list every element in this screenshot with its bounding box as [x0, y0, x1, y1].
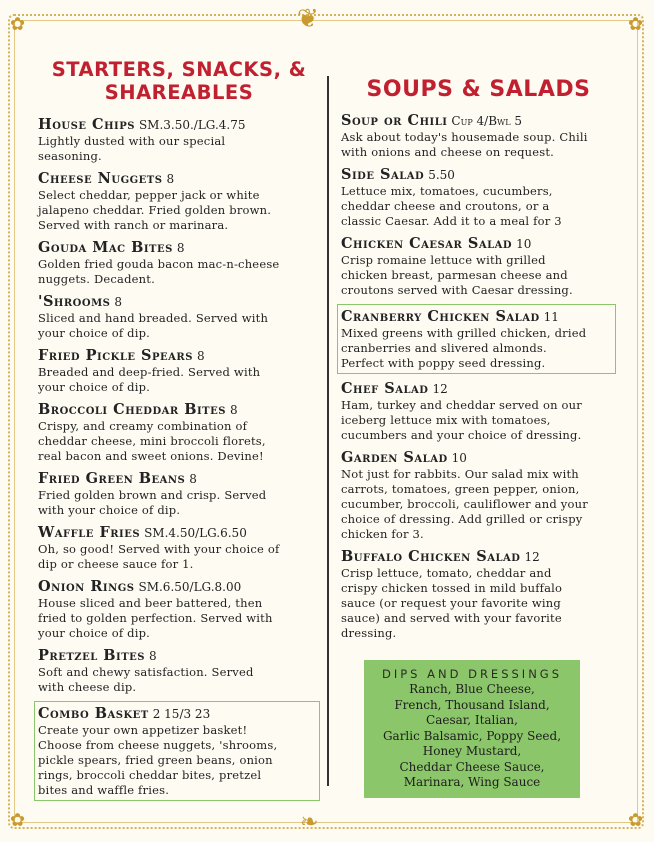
menu-item-name: Cranberry Chicken Salad: [341, 308, 540, 325]
menu-item-pretzel-bites: [38, 647, 320, 695]
menu-item-price: 8: [176, 241, 185, 255]
description-line: cucumbers and your choice of dressing.: [341, 428, 582, 442]
menu-item-description: [38, 723, 315, 798]
menu-item-buffalo-chicken-salad: [341, 548, 616, 641]
menu-item-heading: [38, 293, 320, 311]
menu-item-description: [38, 311, 320, 341]
description-line: rings, broccoli cheddar bites, pretzel: [38, 768, 262, 782]
dip-option-line: French, Thousand Island,: [394, 697, 550, 712]
menu-item-fried-pickle-spears: [38, 347, 320, 395]
menu-item-name: Garden Salad: [341, 449, 448, 466]
starters-title-line1: STARTERS, SNACKS, &: [51, 58, 307, 81]
menu-item-name: Chef Salad: [341, 380, 429, 397]
dip-option-line: Garlic Balsamic, Poppy Seed,: [382, 728, 562, 743]
menu-item-description: [38, 665, 320, 695]
menu-item-name: Pretzel Bites: [38, 647, 145, 664]
menu-item-price: 12: [432, 382, 448, 396]
description-line: Choose from cheese nuggets, 'shrooms,: [38, 738, 278, 752]
description-line: with onions and cheese on request.: [341, 145, 555, 159]
menu-item-name: Broccoli Cheddar Bites: [38, 401, 226, 418]
description-line: fried to golden perfection. Served with: [38, 611, 273, 625]
menu-item-broccoli-cheddar-bites: [38, 401, 320, 464]
menu-item-name: Fried Green Beans: [38, 470, 186, 487]
description-line: cucumber, broccoli, cauliflower and your: [341, 497, 588, 511]
menu-item-name: Cheese Nuggets: [38, 170, 163, 187]
description-line: seasoning.: [38, 149, 102, 163]
menu-item-house-chips: [38, 116, 320, 164]
description-line: croutons served with Caesar dressing.: [341, 283, 573, 297]
column-divider: [327, 76, 329, 786]
dip-option-line: Marinara, Wing Sauce: [403, 775, 541, 789]
menu-item-price: 8: [189, 472, 197, 486]
menu-item-cranberry-chicken-salad: [337, 304, 616, 374]
corner-flourish-icon: ✿: [628, 14, 644, 35]
menu-item-heading: [341, 449, 616, 467]
starters-column: [38, 58, 320, 807]
description-line: Golden fried gouda bacon mac-n-cheese: [38, 257, 280, 271]
menu-item-price: 11: [543, 310, 559, 324]
menu-item-name: Buffalo Chicken Salad: [341, 548, 521, 565]
menu-item-heading: [38, 578, 320, 596]
dip-option-line: Ranch, Blue Cheese,: [409, 682, 535, 696]
menu-item-price: SM.3.50./LG.4.75: [138, 118, 246, 132]
menu-item-heading: [38, 705, 315, 723]
description-line: crispy chicken tossed in mild buffalo: [341, 581, 563, 595]
description-line: cheddar cheese, mini broccoli florets,: [38, 434, 266, 448]
menu-item-name: Fried Pickle Spears: [38, 347, 193, 364]
menu-item-name: Onion Rings: [38, 578, 135, 595]
description-line: House sliced and beer battered, then: [38, 596, 263, 610]
description-line: cranberries and slivered almonds.: [341, 341, 547, 355]
menu-item-heading: [341, 548, 616, 566]
menu-item-heading: [341, 166, 616, 184]
menu-item-price: SM.4.50/LG.6.50: [144, 526, 247, 540]
menu-item-heading: [341, 308, 611, 326]
dip-option-line: Honey Mustard,: [422, 744, 522, 758]
menu-item-description: [38, 419, 320, 464]
menu-item-heading: [38, 170, 320, 188]
corner-flourish-icon: ✿: [10, 14, 26, 35]
menu-item-fried-green-beans: [38, 470, 320, 518]
scroll-ornament-icon: ❦: [297, 4, 319, 34]
description-line: nuggets. Decadent.: [38, 272, 155, 286]
menu-item-price: 2 15/3 23: [152, 707, 211, 721]
bottom-ornament-icon: ❧: [300, 810, 319, 835]
description-line: your choice of dip.: [38, 626, 151, 640]
description-line: chicken for 3.: [341, 527, 424, 541]
menu-item-chicken-caesar-salad: [341, 235, 616, 298]
description-line: dressing.: [341, 626, 397, 640]
description-line: Oh, so good! Served with your choice of: [38, 542, 280, 556]
starters-title: [28, 58, 330, 104]
menu-item-heading: [38, 524, 320, 542]
menu-item-price: 12: [524, 550, 540, 564]
menu-item-description: [341, 253, 616, 298]
menu-item-price: 8: [166, 172, 175, 186]
menu-item-description: [341, 398, 616, 443]
menu-item-name: 'Shrooms: [38, 293, 111, 310]
menu-item-description: [38, 596, 320, 641]
menu-item-name: Combo Basket: [38, 705, 149, 722]
menu-item-combo-basket: [34, 701, 320, 801]
description-line: your choice of dip.: [38, 326, 151, 340]
menu-item-cheese-nuggets: [38, 170, 320, 233]
corner-flourish-icon: ✿: [628, 810, 644, 831]
description-line: with your choice of dip.: [38, 503, 181, 517]
menu-item-soup-or-chili: [341, 112, 616, 160]
description-line: real bacon and sweet onions. Devine!: [38, 449, 264, 463]
menu-item-waffle-fries: [38, 524, 320, 572]
menu-item-description: [38, 188, 320, 233]
description-line: cheddar cheese and croutons, or a: [341, 199, 550, 213]
menu-item-gouda-mac-bites: [38, 239, 320, 287]
description-line: Soft and chewy satisfaction. Served: [38, 665, 254, 679]
menu-item-description: [38, 257, 320, 287]
menu-item-description: [38, 134, 320, 164]
starters-title-line2: SHAREABLES: [104, 81, 254, 104]
description-line: classic Caesar. Add it to a meal for 3: [341, 214, 562, 228]
menu-item-heading: [38, 401, 320, 419]
menu-item-description: [341, 130, 616, 160]
description-line: Crispy, and creamy combination of: [38, 419, 248, 433]
menu-item-heading: [38, 347, 320, 365]
menu-item-heading: [341, 380, 616, 398]
description-line: pickle spears, fried green beans, onion: [38, 753, 273, 767]
soups-salads-title: SOUPS & SALADS: [366, 77, 591, 102]
soups-salads-list: [341, 112, 616, 641]
menu-item-heading: [341, 235, 616, 253]
menu-item-description: [38, 488, 320, 518]
description-line: Create your own appetizer basket!: [38, 723, 248, 737]
description-line: iceberg lettuce mix with tomatoes,: [341, 413, 551, 427]
starters-list: [38, 116, 320, 801]
menu-item-name: Chicken Caesar Salad: [341, 235, 513, 252]
menu-item-description: [38, 365, 320, 395]
description-line: Lettuce mix, tomatoes, cucumbers,: [341, 184, 553, 198]
description-line: Crisp lettuce, tomato, cheddar and: [341, 566, 552, 580]
description-line: Sliced and hand breaded. Served with: [38, 311, 269, 325]
menu-item-heading: [38, 647, 320, 665]
menu-item-chef-salad: [341, 380, 616, 443]
description-line: dip or cheese sauce for 1.: [38, 557, 194, 571]
menu-item-garden-salad: [341, 449, 616, 542]
description-line: Crisp romaine lettuce with grilled: [341, 253, 546, 267]
menu-item-side-salad: [341, 166, 616, 229]
description-line: choice of dressing. Add grilled or crispy: [341, 512, 583, 526]
soups-salads-column: [341, 58, 616, 647]
menu-item-description: [341, 326, 611, 371]
menu-item-name: Gouda Mac Bites: [38, 239, 173, 256]
description-line: sauce (or request your favorite wing: [341, 596, 561, 610]
menu-item-description: [341, 467, 616, 542]
description-line: jalapeno cheddar. Fried golden brown.: [38, 203, 272, 217]
menu-item-name: Side Salad: [341, 166, 425, 183]
menu-item-price: 8: [149, 649, 157, 663]
corner-flourish-icon: ✿: [10, 810, 26, 831]
menu-item-price: 8: [229, 403, 238, 417]
menu-item-name: Waffle Fries: [38, 524, 141, 541]
description-line: Fried golden brown and crisp. Served: [38, 488, 267, 502]
menu-item-price: 10: [451, 451, 467, 465]
description-line: Lightly dusted with our special: [38, 134, 226, 148]
description-line: Not just for rabbits. Our salad mix with: [341, 467, 579, 481]
menu-item-heading: [38, 470, 320, 488]
menu-item-name: House Chips: [38, 116, 135, 133]
description-line: Ham, turkey and cheddar served on our: [341, 398, 582, 412]
description-line: Select cheddar, pepper jack or white: [38, 188, 260, 202]
dips-list: [364, 682, 580, 791]
description-line: Perfect with poppy seed dressing.: [341, 356, 546, 370]
description-line: Breaded and deep-fried. Served with: [38, 365, 261, 379]
menu-item-name: Soup or Chili: [341, 112, 448, 129]
description-line: bites and waffle fries.: [38, 783, 170, 797]
dip-option-line: Cheddar Cheese Sauce,: [399, 759, 545, 774]
description-line: sauce) and served with your favorite: [341, 611, 562, 625]
menu-item-price: SM.6.50/LG.8.00: [138, 580, 242, 594]
menu-item-price: 5.50: [428, 168, 455, 182]
menu-item-description: [341, 184, 616, 229]
dips-and-dressings-box: [364, 660, 580, 798]
menu-item-price: 8: [114, 295, 123, 309]
menu-item-description: [341, 566, 616, 641]
description-line: Served with ranch or marinara.: [38, 218, 229, 232]
dips-title: DIPS AND DRESSINGS: [381, 667, 563, 681]
menu-item-shrooms: [38, 293, 320, 341]
menu-item-price: 8: [196, 349, 205, 363]
description-line: your choice of dip.: [38, 380, 151, 394]
menu-item-onion-rings: [38, 578, 320, 641]
menu-item-heading: [38, 116, 320, 134]
description-line: carrots, tomatoes, green pepper, onion,: [341, 482, 580, 496]
description-line: with cheese dip.: [38, 680, 137, 694]
description-line: Mixed greens with grilled chicken, dried: [341, 326, 587, 340]
description-line: Ask about today's housemade soup. Chili: [341, 130, 588, 144]
dip-option-line: Caesar, Italian,: [426, 713, 518, 727]
menu-item-heading: [38, 239, 320, 257]
menu-item-description: [38, 542, 320, 572]
menu-item-heading: [341, 112, 616, 130]
menu-item-price: 10: [516, 237, 532, 251]
description-line: chicken breast, parmesan cheese and: [341, 268, 568, 282]
menu-item-price: Cup 4/Bwl 5: [451, 114, 523, 128]
